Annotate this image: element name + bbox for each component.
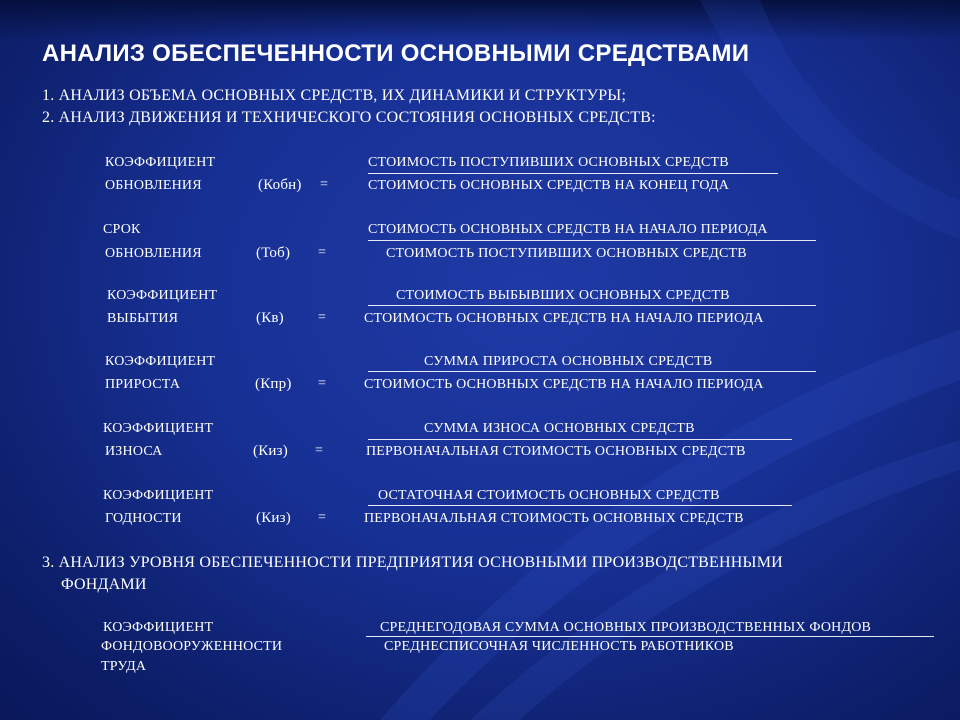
list-item-1: 1. АНАЛИЗ ОБЪЕМА ОСНОВНЫХ СРЕДСТВ, ИХ ДИНАМИКИ И СТРУКТУРЫ; [42, 87, 627, 104]
formula-label: ФОНДОВООРУЖЕННОСТИ [101, 639, 283, 654]
formula-equals: = [315, 443, 324, 458]
formula-denominator: СТОИМОСТЬ ОСНОВНЫХ СРЕДСТВ НА КОНЕЦ ГОДА [368, 178, 730, 193]
formula-label: ПРИРОСТА [105, 377, 181, 392]
formula-label: ТРУДА [101, 659, 147, 674]
formula-denominator: СТОИМОСТЬ ОСНОВНЫХ СРЕДСТВ НА НАЧАЛО ПЕРИОДА [364, 377, 764, 392]
formula-symbol: (Кпр) [255, 376, 292, 392]
formula-denominator: СТОИМОСТЬ ОСНОВНЫХ СРЕДСТВ НА НАЧАЛО ПЕРИОДА [364, 311, 764, 326]
formula-label: СРОК [103, 222, 141, 237]
fraction-line [368, 173, 778, 174]
formula-symbol: (Тоб) [256, 245, 291, 261]
formula-denominator: СРЕДНЕСПИСОЧНАЯ ЧИСЛЕННОСТЬ РАБОТНИКОВ [384, 639, 734, 654]
formula-numerator: СТОИМОСТЬ ОСНОВНЫХ СРЕДСТВ НА НАЧАЛО ПЕРИОДА [368, 222, 768, 237]
formula-denominator: ПЕРВОНАЧАЛЬНАЯ СТОИМОСТЬ ОСНОВНЫХ СРЕДСТВ [366, 444, 746, 459]
formula-equals: = [318, 245, 327, 260]
formula-equals: = [318, 376, 327, 391]
formula-label: ОБНОВЛЕНИЯ [105, 246, 202, 261]
slide-title: АНАЛИЗ ОБЕСПЕЧЕННОСТИ ОСНОВНЫМИ СРЕДСТВАМИ [42, 40, 750, 67]
fraction-line [368, 305, 816, 306]
formula-numerator: СРЕДНЕГОДОВАЯ СУММА ОСНОВНЫХ ПРОИЗВОДСТВЕННЫХ ФОНДОВ [380, 620, 872, 635]
formula-label: ИЗНОСА [105, 444, 163, 459]
formula-equals: = [318, 310, 327, 325]
fraction-line [366, 636, 934, 637]
formula-symbol: (Кобн) [258, 177, 302, 193]
formula-label: ВЫБЫТИЯ [107, 311, 179, 326]
formula-label: КОЭФФИЦИЕНТ [105, 155, 216, 170]
formula-numerator: СТОИМОСТЬ ПОСТУПИВШИХ ОСНОВНЫХ СРЕДСТВ [368, 155, 729, 170]
formula-label: ОБНОВЛЕНИЯ [105, 178, 202, 193]
formula-denominator: СТОИМОСТЬ ПОСТУПИВШИХ ОСНОВНЫХ СРЕДСТВ [386, 246, 747, 261]
formula-equals: = [320, 177, 329, 192]
formula-numerator: СТОИМОСТЬ ВЫБЫВШИХ ОСНОВНЫХ СРЕДСТВ [396, 288, 730, 303]
formula-symbol: (Киз) [253, 443, 288, 459]
formula-numerator: СУММА ПРИРОСТА ОСНОВНЫХ СРЕДСТВ [424, 354, 713, 369]
formula-label: КОЭФФИЦИЕНТ [103, 488, 214, 503]
list-item-2: 2. АНАЛИЗ ДВИЖЕНИЯ И ТЕХНИЧЕСКОГО СОСТОЯНИЯ ОСНОВНЫХ СРЕДСТВ: [42, 109, 656, 126]
fraction-line [368, 240, 816, 241]
formula-label: КОЭФФИЦИЕНТ [105, 354, 216, 369]
formula-symbol: (Кв) [256, 310, 284, 326]
fraction-line [368, 439, 792, 440]
formula-denominator: ПЕРВОНАЧАЛЬНАЯ СТОИМОСТЬ ОСНОВНЫХ СРЕДСТВ [364, 511, 744, 526]
formula-label: ГОДНОСТИ [105, 511, 182, 526]
formula-label: КОЭФФИЦИЕНТ [103, 620, 214, 635]
formula-numerator: СУММА ИЗНОСА ОСНОВНЫХ СРЕДСТВ [424, 421, 695, 436]
formula-equals: = [318, 510, 327, 525]
formula-numerator: ОСТАТОЧНАЯ СТОИМОСТЬ ОСНОВНЫХ СРЕДСТВ [378, 488, 720, 503]
list-item-3-continued: ФОНДАМИ [61, 576, 147, 593]
fraction-line [368, 371, 816, 372]
list-item-3: 3. АНАЛИЗ УРОВНЯ ОБЕСПЕЧЕННОСТИ ПРЕДПРИЯТИЯ ОСНОВНЫМИ ПРОИЗВОДСТВЕННЫМИ [42, 554, 783, 571]
formula-label: КОЭФФИЦИЕНТ [103, 421, 214, 436]
formula-label: КОЭФФИЦИЕНТ [107, 288, 218, 303]
formula-symbol: (Киз) [256, 510, 291, 526]
fraction-line [368, 505, 792, 506]
